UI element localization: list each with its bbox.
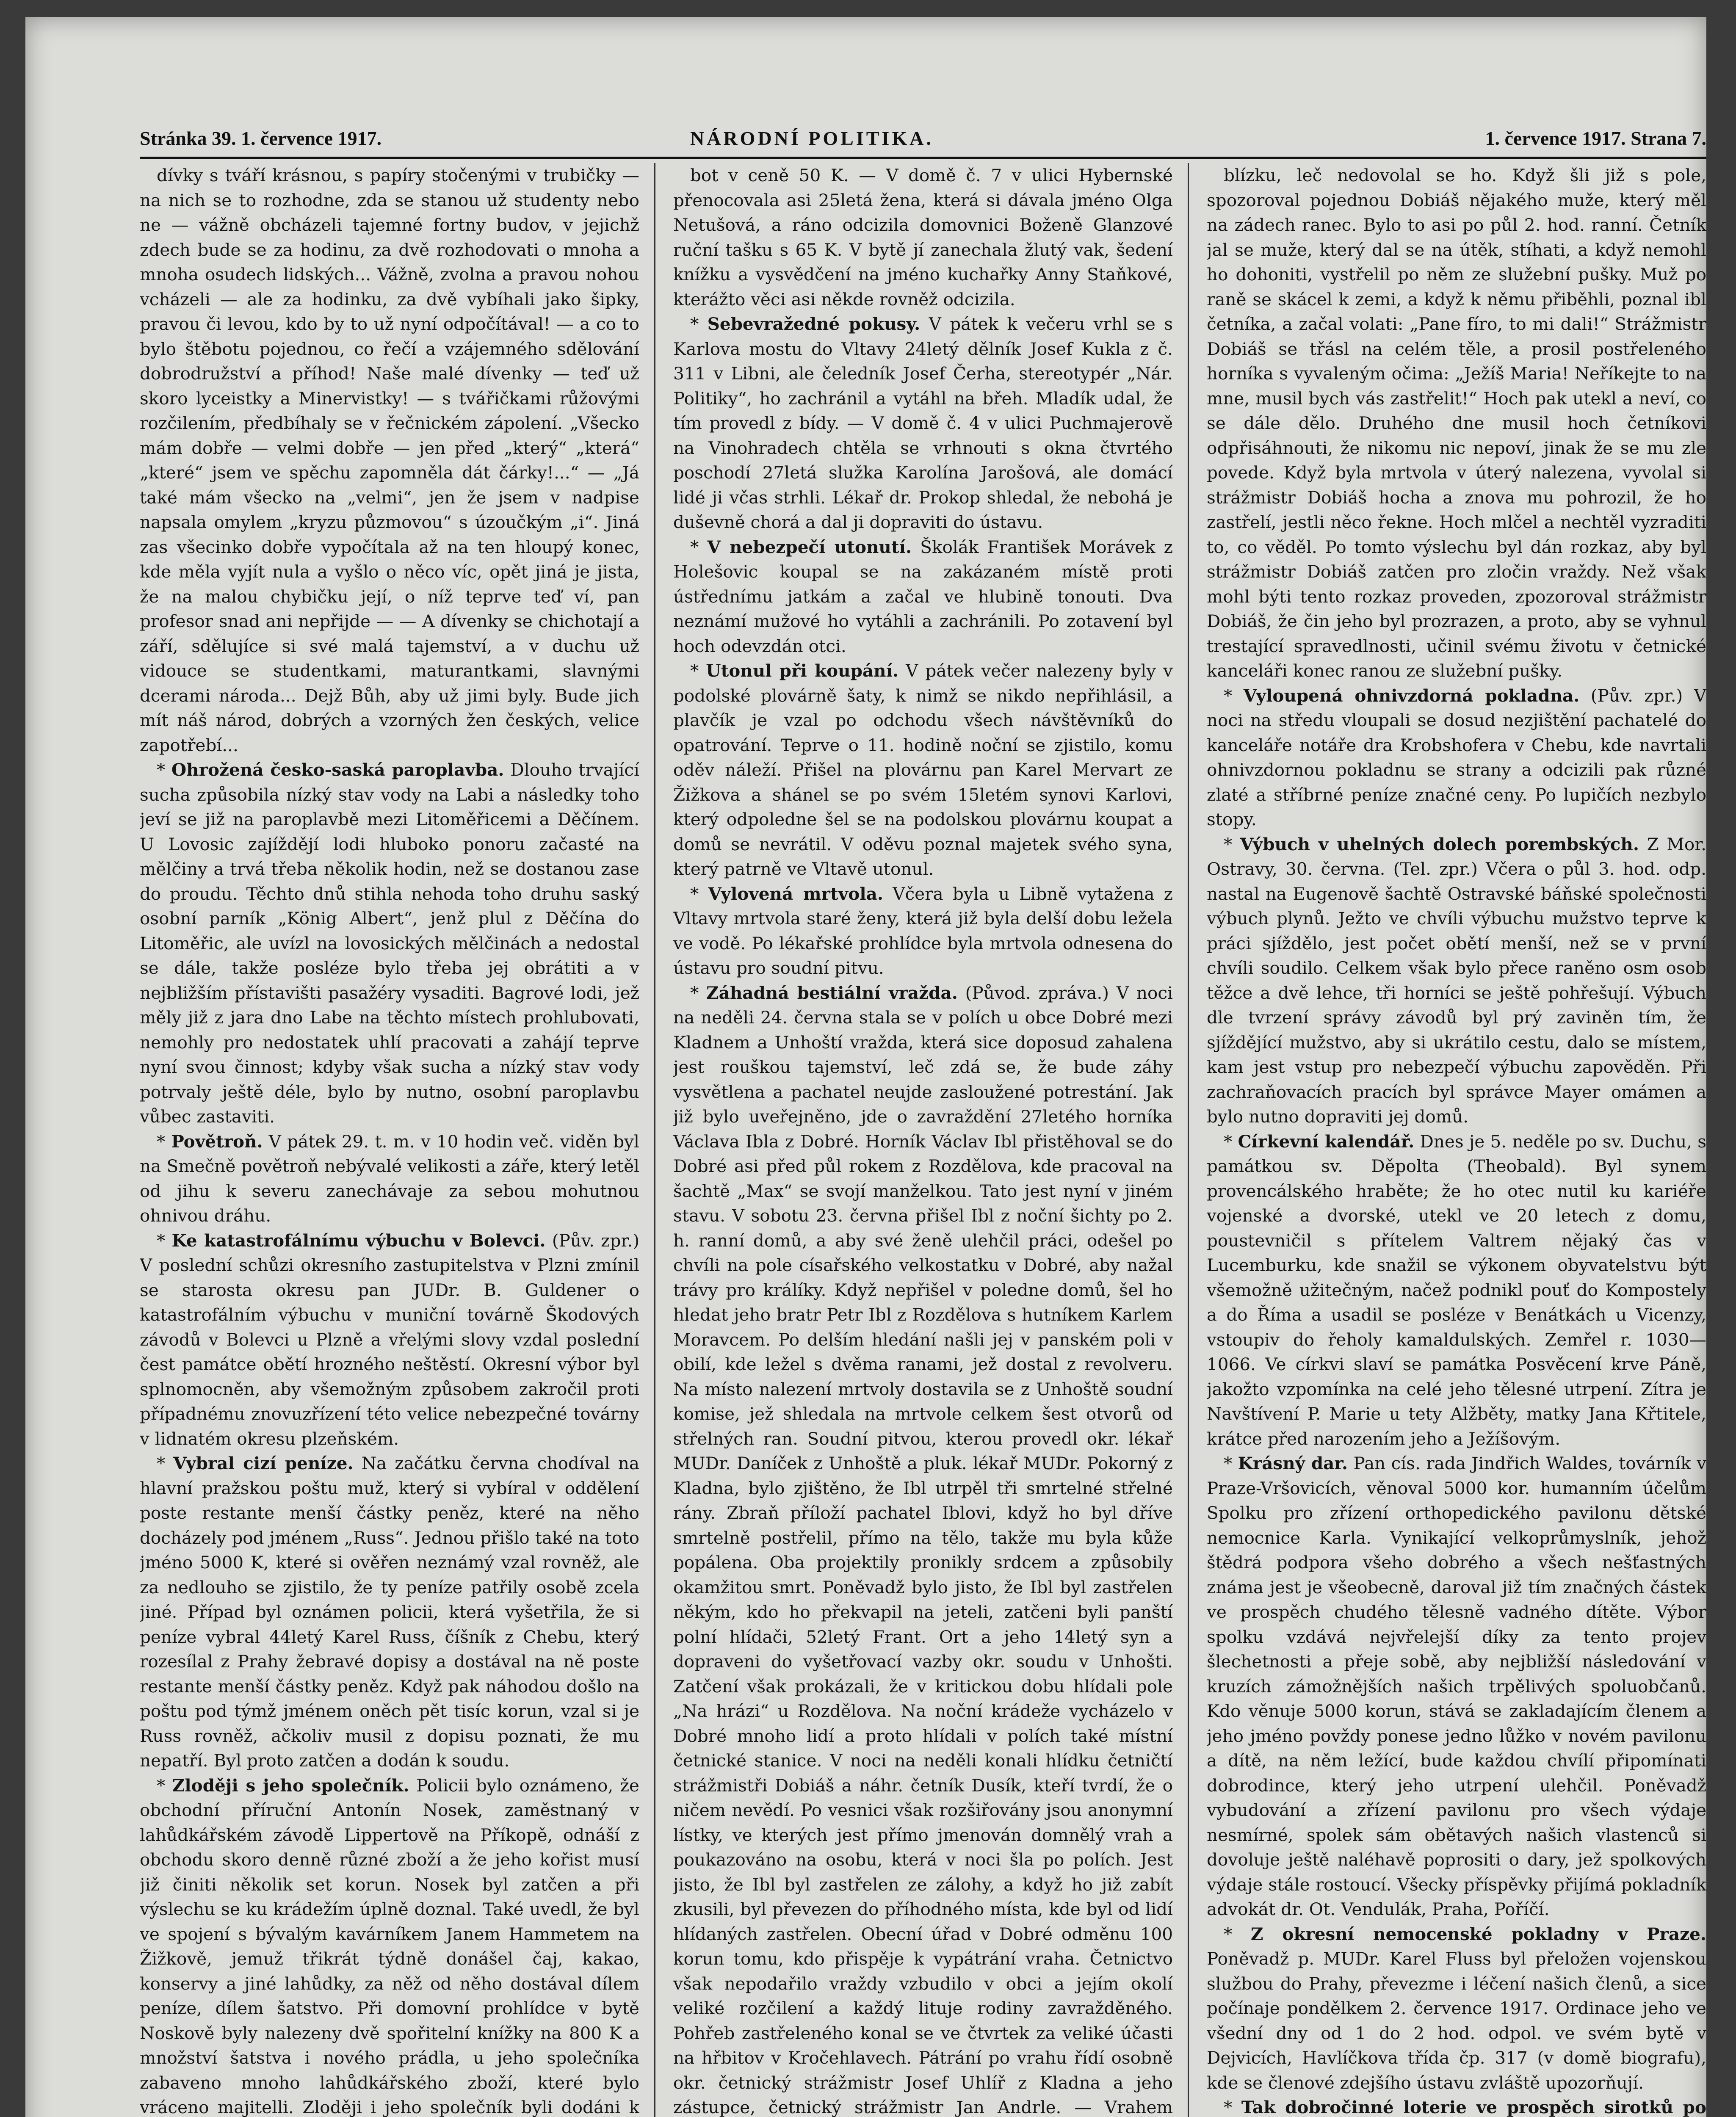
article-body: Dnes je 5. neděle po sv. Duchu, s památkou sv. Děpolta (Theobald). Byl synem provencálského hraběte; že ho otec nutil ku kariéře vojenské a dvorské, utekl ve 20 letech z domu, poustevničil s přítelem Valtrem nějaký čas v Lucemburku, kde snažil se výkonem obyvatelstvu být všemožně užitečným, načež podnikl pouť do Kompostely a do Říma a usadil se posléze v Benátkách u Vicenzy, vstoupiv do řeholy kamaldulských. Zemřel r. 1030—1066. Ve církvi slaví se památka Posvěcení krve Páně, jakožto vzpomínka na celé jeho tělesné utrpení. Zítra je Navštívení P. Marie u tety Alžběty, matky Jana Křtitele, krátce před narozením jeho a Ježíšovým. <box>1207 1131 1706 1449</box>
header-right: 1. července 1917. Strana 7. <box>1485 127 1706 149</box>
article-heading: Zloději s jeho společník. <box>172 1775 409 1796</box>
article-body: (Pův. zpr.) V poslední schůzi okresního zastupitelstva v Plzni zmínil se starosta okresu pan JUDr. B. Guldener o katastrofálním výbuchu v muniční továrně Škodových závodů v Bolevci u Plzně a vřelými slovy vzdal poslední čest památce obětí hrozného neštěstí. Okresní výbor byl splnomocněn, aby všemožným způsobem zakročil proti případnému znovuzřízení této velice nebezpečné továrny v lidnatém okresu plzeňském. <box>140 1230 639 1449</box>
column-3 <box>1207 163 1706 2117</box>
article-paragraph: blízku, leč nedovolal se ho. Když šli již s pole, spozoroval pojednou Dobiáš nějakého muže, který měl na zádech ranec. Bylo to asi po půl 2. hod. ranní. Četník jal se muže, který dal se na útěk, stíhati, a když nemohl ho dohoniti, vystřelil po něm ze služební pušky. Muž po raně se skácel k zemi, a když k němu přiběhli, poznal ibl četníka, a začal volati: „Pane fíro, to mi dali!“ Strážmistr Dobiáš se třásl na celém těle, a prosil postřeleného horníka s vyvaleným očima: „Ježíš Maria! Neříkejte to na mne, musil bych vás zastřelit!“ Hoch pak utekl a neví, co se dále dělo. Druhého dne musil hoch četníkovi odpřisáhnouti, že nikomu nic nepoví, jinak že se mu zle povede. Když byla mrtvola v úterý nalezena, vyvolal si strážmistr Dobiáš hocha a znova mu pohrozil, že ho zastřelí, jestli něco řekne. Hoch mlčel a nechtěl vyzraditi to, co věděl. Po tomto výslechu byl dán rozkaz, aby byl strážmistr Dobiáš zatčen pro zločin vraždy. Než však mohl býti tento rozkaz proveden, zpozoroval strážmistr Dobiáš, že čin jeho byl prozrazen, a proto, aby se vyhnul trestající spravedlnosti, učinil svému životu v četnické kanceláři konec ranou ze služební pušky. <box>1207 165 1706 681</box>
article-body: (Původ. zpráva.) V noci na neděli 24. června stala se v polích u obce Dobré mezi Kladnem a Unhoští vražda, která sice doposud zahalena jest rouškou tajemství, leč zdá se, že bude záhy vysvětlena a pachatel neujde zasloužené potrestání. Jak již bylo uveřejněno, jde o zavraždění 27letého horníka Václava Ibla z Dobré. Horník Václav Ibl přistěhoval se do Dobré asi před půl rokem z Rozdělova, kde pracoval na šachtě „Max“ se svojí manželkou. Tato jest nyní v jiném stavu. V sobotu 23. června přišel Ibl z noční šichty po 2. h. ranní domů, a aby své ženě ulehčil práci, odešel po chvíli na pole císařského velkostatku v Dobré, aby nažal trávy pro králíky. Když nepřišel v poledne domů, šel ho hledat jeho bratr Petr Ibl z Rozdělova s hutníkem Karlem Moravcem. Po delším hledání našli jej v panském poli v obilí, kde ležel s dvěma ranami, jež dostal z revolveru. Na místo nalezení mrtvoly dostavila se z Unhoště soudní komise, jež shledala na mrtvole celkem šest otvorů od střelných ran. Soudní pitvou, kterou provedl okr. lékař MUDr. Daníček z Unhoště a pluk. lékař MUDr. Pokorný z Kladna, bylo zjištěno, že Ibl utrpěl tři smrtelné střelné rány. Zbraň příloží pachatel Iblovi, když ho byl dříve smrtelně postřelil, přímo na tělo, takže mu byla kůže popálena. Oba projektily pronikly srdcem a způsobily okamžitou smrt. Poněvadž bylo jisto, že Ibl byl zastřelen někým, kdo ho překvapil na jeteli, zatčeni byli panští polní hlídači, 52letý Frant. Ort a jeho 14letý syn a dopraveni do vyšetřovací vazby okr. soudu v Unhošti. Zatčení však prokázali, že v kritickou dobu hlídali pole „Na hrázi“ u Rozdělova. Na noční krádeže vycházelo v Dobré mnoho lidí a proto hlídali v polích také místní četnické stanice. V noci na neděli konali hlídku četničtí strážmistři Dobiáš a náhr. četník Dusík, kteří tvrdí, že o ničem nevědí. Po vesnici však rozšiřovány jsou anonymní lístky, ve kterých jest přímo jmenován domnělý vrah a poukazováno na osobu, která v noci šla po polích. Jest jisto, že Ibl byl zastřelen ze zálohy, a když ho již zabít zkusili, byl převezen do příhodného místa, kde byl od lidí hlídaných zastřelen. Obecní úřad v Dobré odměnu 100 korun tomu, kdo přispěje k vypátrání vraha. Četnictvo však nepodařilo vraždy vzbudilo v obci a jejím okolí veliké rozčilení a každý lituje rodiny zavražděného. Pohřeb zastřeleného konal se ve čtvrtek za veliké účasti na hřbitov v Kročehlavech. Pátrání po vrahu řídí osobně okr. četnický strážmistr Josef Uhlíř z Kladna a jeho zástupce, četnický strážmistr Jan Andrle. — Vrahem <box>673 982 1173 2117</box>
article-heading: Krásný dar. <box>1238 1453 1348 1473</box>
article: * Zloději s jeho společník. Policii bylo oznámeno, že obchodní příruční Antonín Nosek, zaměstnaný v lahůdkářském závodě Lippertově na Příkopě, odnáší z obchodu skoro denně různé zboží a že jeho kořist musí již činiti několik set korun. Nosek byl zatčen a při výslechu se ku krádežím úplně doznal. Také uvedl, že byl ve spojení s bývalým kavárníkem Janem Hammetem na Žižkově, jemuž třikrát týdně donášel čaj, kakao, konservy a jiné lahůdky, za něž od něho dostával dílem peníze, dílem šatstvo. Při domovní prohlídce v bytě Noskově byly nalezeny dvě spořitelní knížky na 800 K a množství šatstva i nového prádla, u jeho společníka zabaveno mnoho lahůdkářského zboží, které bylo vráceno majitelli. Zloději i jeho společník byli dodáni k <box>140 1773 639 2117</box>
column-divider <box>654 163 655 2117</box>
article-body: Z Mor. Ostravy, 30. června. (Tel. zpr.) Včera o půl 3. hod. odp. nastal na Eugenově šachtě Ostravské báňské společnosti výbuch plynů. Ježto ve chvíli výbuchu mužstvo teprve k práci sjíždělo, jest počet obětí menší, než se v první chvíli soudilo. Celkem však bylo přece raněno osm osob těžce a dvě lehce, tři horníci se ještě pohřešují. Výbuch dle tvrzení správy závodů byl prý zaviněn tím, že sjíždějící mužstvo, aby si ukrátilo cestu, dalo se místem, kam jest vstup pro nebezpečí výbuchu zapověděn. Při zachraňovacích pracích byl správce Mayer omámen a bylo nutno dopraviti jej domů. <box>1207 834 1706 1127</box>
header-rule <box>140 157 1706 159</box>
article-heading: V nebezpečí utonutí. <box>707 536 912 557</box>
article-paragraph: bot v ceně 50 K. — V domě č. 7 v ulici Hybernské přenocovala asi 25letá žena, která si dávala jméno Olga Netušová, a ráno odcizila domovnici Boženě Glanzové ruční tašku s 65 K. V bytě jí zanechala žlutý vak, šedení knížku a vysvědčení na jméno kuchařky Anny Staňkové, kterážto věci asi někde rovněž odcizila. <box>673 165 1173 310</box>
article-heading: Z okresní nemocenské pokladny v Praze. <box>1250 1924 1706 1944</box>
article-body: Na začátku června chodíval na hlavní pražskou poštu muž, který si vybíral v oddělení poste restante menší částky peněz, které na něho docházely pod jménem „Russ“. Jednou přišlo také na toto jméno 5000 K, které si ověřen neznámý vzal rovněž, ale za nedlouho se zjistilo, že ty peníze patřily osobě zcela jiné. Případ byl oznámen policii, která vyšetřila, že si peníze vybral 44letý Karel Russ, číšník z Chebu, který rozesílal z Prahy žebravé dopisy a dostával na ně poste restante menší částky peněz. Když pak náhodou došlo na poštu pod týmž jménem oněch pět tisíc korun, vzal si je Russ rovněž, ačkoliv musil z dopisu poznati, že mu nepatří. Byl proto zatčen a dodán k soudu. <box>140 1453 639 1771</box>
article-body: (Pův. zpr.) V noci na středu vloupali se dosud nezjištění pachatelé do kanceláře notáře dra Krobshofera v Chebu, kde navrtali ohnivzdornou pokladnu se strany a odcizili pak různé zlaté a stříbrné peníze značné ceny. Po lupičích nezbylo stopy. <box>1207 685 1706 829</box>
column-divider <box>1188 163 1189 2117</box>
page-header <box>140 127 1706 157</box>
article-heading: Záhadná bestiální vražda. <box>706 982 958 1003</box>
article-body: Poněvadž p. MUDr. Karel Fluss byl přeložen vojenskou službou do Prahy, převezme i léčení našich členů, a sice počínaje pondělkem 2. července 1917. Ordinace jeho ve všední dny od 1 do 2 hod. odpol. ve svém bytě v Dejvicích, Havlíčkova třída čp. 317 (v domě biografu), kde se členové zdejšího ústavu zvláště upozorňují. <box>1207 1948 1706 2093</box>
article-body: Včera byla u Libně vytažena z Vltavy mrtvola staré ženy, která již byla delší dobu ležela ve vodě. Po lékařské prohlídce byla mrtvola odnesena do ústavu pro soudní pitvu. <box>673 883 1173 978</box>
article: * Církevní kalendář. Dnes je 5. neděle po sv. Duchu, s památkou sv. Děpolta (Theobald). Byl synem provencálského hraběte; že ho otec nutil ku kariéře vojenské a dvorské, utekl ve 20 letech z domu, poustevničil s přítelem Valtrem nějaký čas v Lucemburku, kde snažil se výkonem obyvatelstvu být všemožně užitečným, načež podnikl pouť do Kompostely a do Říma a usadil se posléze v Benátkách u Vicenzy, vstoupiv do řeholy kamaldulských. Zemřel r. 1030—1066. Ve církvi slaví se památka Posvěcení krve Páně, jakožto vzpomínka na celé jeho tělesné utrpení. Zítra je Navštívení P. Marie u tety Alžběty, matky Jana Křtitele, krátce před narozením jeho a Ježíšovým. <box>1207 1131 1706 1449</box>
article: * Výbuch v uhelných dolech porembských. Z Mor. Ostravy, 30. června. (Tel. zpr.) Včera o půl 3. hod. odp. nastal na Eugenově šachtě Ostravské báňské společnosti výbuch plynů. Ježto ve chvíli výbuchu mužstvo teprve k práci sjíždělo, jest počet obětí menší, než se v první chvíli soudilo. Celkem však bylo přece raněno osm osob těžce a dvě lehce, tři horníci se ještě pohřešují. Výbuch dle tvrzení správy závodů byl prý zaviněn tím, že sjíždějící mužstvo, aby si ukrátilo cestu, dalo se místem, kam jest vstup pro nebezpečí výbuchu zapověděn. Při zachraňovacích pracích byl správce Mayer omámen a bylo nutno dopraviti jej domů. <box>1207 834 1706 1127</box>
article-paragraph: dívky s tváří krásnou, s papíry stočenými v trubičky — na nich se to rozhodne, zda se stanou už studenty nebo ne — vážně obcházeli tajemné fortny budov, v jejichž zdech bude se za hodinu, za dvě rozhodovati o mnoha a mnoha osudech lidských... Vážně, zvolna a pravou nohou vcházeli — ale za hodinku, za dvě vybíhali jako šipky, pravou či levou, kdo by to už nyní odpočítával! — a co to bylo štěbotu pojednou, co řečí a vzájemného sdělování dobrodružství a příhod! Naše malé dívenky — teď už skoro lyceistky a Minervistky! — s tvářičkami růžovými rozčilením, předbíhaly se v řečnickém zápolení. „Všecko mám dobře — velmi dobře — jen před „který“ „která“ „které“ jsem ve spěchu zapomněla dát čárky!...“ — „Já také mám všecko na „velmi“, jen že jsem v nadpise napsala omylem „kryzu půzmovou“ s úzoučkým „i“. Jiná zas všecinko dobře vypočítala až na ten hloupý konec, kde měla vyjít nula a vyšlo o něco víc, opět jiná je jista, že na malou chybičku její, o níž teprve teď ví, pan profesor snad ani nepřijde — — A dívenky se chichotají a září, sdělujíce si své malá tajemství, a v duchu už vidouce se studentkami, maturantkami, slavnými dcerami národa... Dejž Bůh, aby už jimi byly. Bude jich mít náš národ, dobrých a vzorných žen českých, velice zapotřebí... <box>140 165 639 755</box>
article-body: V pátek k večeru vrhl se s Karlova mostu do Vltavy 24letý dělník Josef Kukla z č. 311 v Libni, ale čeledník Josef Čerha, stereotypér „Nár. Politiky“, ho zachránil a vytáhl na břeh. Mladík udal, že tím provedl z bídy. — V domě č. 4 v ulici Puchmajerově na Vinohradech chtěla se vrhnouti s okna čtvrtého poschodí 27letá služka Karolína Jarošová, ale domácí lidé ji včas strhli. Lékař dr. Prokop shledal, že nebohá je duševně chorá a dal ji dopraviti do ústavu. <box>673 314 1173 532</box>
article: * Záhadná bestiální vražda. (Původ. zpráva.) V noci na neděli 24. června stala se v polích u obce Dobré mezi Kladnem a Unhoští vražda, která sice doposud zahalena jest rouškou tajemství, leč zdá se, že bude záhy vysvětlena a pachatel neujde zasloužené potrestání. Jak již bylo uveřejněno, jde o zavraždění 27letého horníka Václava Ibla z Dobré. Horník Václav Ibl přistěhoval se do Dobré asi před půl rokem z Rozdělova, kde pracoval na šachtě „Max“ se svojí manželkou. Tato jest nyní v jiném stavu. V sobotu 23. června přišel Ibl z noční šichty po 2. h. ranní domů, a aby své ženě ulehčil práci, odešel po chvíli na pole císařského velkostatku v Dobré, aby nažal trávy pro králíky. Když nepřišel v poledne domů, šel ho hledat jeho bratr Petr Ibl z Rozdělova s hutníkem Karlem Moravcem. Po delším hledání našli jej v panském poli v obilí, kde ležel s dvěma ranami, jež dostal z revolveru. Na místo nalezení mrtvoly dostavila se z Unhoště soudní komise, jež shledala na mrtvole celkem šest otvorů od střelných ran. Soudní pitvou, kterou provedl okr. lékař MUDr. Daníček z Unhoště a pluk. lékař MUDr. Pokorný z Kladna, bylo zjištěno, že Ibl utrpěl tři smrtelné střelné rány. Zbraň příloží pachatel Iblovi, když ho byl dříve smrtelně postřelil, přímo na tělo, takže mu byla kůže popálena. Oba projektily pronikly srdcem a způsobily okamžitou smrt. Poněvadž bylo jisto, že Ibl byl zastřelen někým, kdo ho překvapil na jeteli, zatčeni byli panští polní hlídači, 52letý Frant. Ort a jeho 14letý syn a dopraveni do vyšetřovací vazby okr. soudu v Unhošti. Zatčení však prokázali, že v kritickou dobu hlídali pole „Na hrázi“ u Rozdělova. Na noční krádeže vycházelo v Dobré mnoho lidí a proto hlídali v polích také místní četnické stanice. V noci na neděli konali hlídku četničtí strážmistři Dobiáš a náhr. četník Dusík, kteří tvrdí, že o ničem nevědí. Po vesnici však rozšiřovány jsou anonymní lístky, ve kterých jest přímo jmenován domnělý vrah a poukazováno na osobu, která v noci šla po polích. Jest jisto, že Ibl byl zastřelen ze zálohy, a když ho již zabít zkusili, byl převezen do příhodného místa, kde byl od lidí hlídaných zastřelen. Obecní úřad v Dobré odměnu 100 korun tomu, kdo přispěje k vypátrání vraha. Četnictvo však nepodařilo vraždy vzbudilo v obci a jejím okolí veliké rozčilení a každý lituje rodiny zavražděného. Pohřeb zastřeleného konal se ve čtvrtek za veliké účasti na hřbitov v Kročehlavech. Pátrání po vrahu řídí osobně okr. četnický strážmistr Josef Uhlíř z Kladna a jeho zástupce, četnický strážmistr Jan Andrle. — Vrahem <box>673 981 1173 2117</box>
article: * Vyloupená ohnivzdorná pokladna. (Pův. zpr.) V noci na středu vloupali se dosud nezjištění pachatelé do kanceláře notáře dra Krobshofera v Chebu, kde navrtali ohnivzdornou pokladnu se strany a odcizili pak různé zlaté a stříbrné peníze značné ceny. Po lupičích nezbylo stopy. <box>1207 685 1706 829</box>
article-heading: Vybral cizí peníze. <box>173 1453 354 1473</box>
article-heading: Ke katastrofálnímu výbuchu v Bolevci. <box>171 1230 546 1251</box>
article-heading: Tak dobročinné loterie ve prospěch sirotků po <box>1241 2097 1706 2117</box>
article-body: V pátek večer nalezeny byly v podolské plovárně šaty, k nimž se nikdo nepřihlásil, a plavčík je vzal po odchodu všech návštěvníků do opatrování. Teprve o 11. hodině noční se zjistilo, komu oděv náleží. Přišel na plovárnu pan Karel Mervart ze Žižkova a shánel se po svém 15letém synovi Karlovi, který odpoledne šel se na podolskou plovárnu koupat a domů se nevrátil. V oděvu poznal majetek svého syna, který patrně ve Vltavě utonul. <box>673 661 1173 879</box>
article: * Krásný dar. Pan cís. rada Jindřich Waldes, továrník v Praze-Vršovicích, věnoval 5000 kor. humanním účelům Spolku pro zřízení orthopedického pavilonu dětské nemocnice Karla. Vynikající velkoprůmyslník, jehož štědrá podpora všeho dobrého a všech nešťastných známa jest je všeobecně, daroval již tím značných částek ve prospěch chudého tělesně vadného dítěte. Výbor spolku vzdává nejvřelejší díky za tento projev šlechetnosti a přeje sobě, aby nejbližší následování v kruzích zámožnějších našich trpělivých spoluobčanů. Kdo věnuje 5000 korun, stává se zakladajícím členem a jeho jméno povždy ponese jedno lůžko v novém pavilonu a dítě, na něm ležící, bude každou chvílí připomínati dobrodince, který jeho utrpení ulehčil. Poněvadž vybudování a zřízení pavilonu pro všech výdaje nesmírné, spolek sám obětavých našich vlastenců si dovoluje ještě naléhavě poprositi o dary, jež spolkových výdaje stále rostoucí. Všecky příspěvky přijímá pokladník advokát dr. Ot. Vendulák, Praha, Poříčí. <box>1207 1453 1706 1919</box>
article: * Ohrožená česko-saská paroplavba. Dlouho trvající sucha způsobila nízký stav vody na Labi a následky toho jeví se již na paroplavbě mezi Litoměřicemi a Děčínem. U Lovosic zajíždějí lodi hluboko ponoru začasté na mělčiny a trvá třeba několik hodin, než se dostanou zase do proudu. Těchto dnů stihla nehoda toho druhu saský osobní parník „König Albert“, jenž plul z Děčína do Litoměřic, ale uvízl na lovosických mělčinách a nedostal se dále, takže posléze bylo třeba jej obrátiti a v nejbližším přístavišti pasažéry vysaditi. Bagrové lodi, jež měly již z jara dno Labe na těchto místech prohlubovati, nemohly pro nedostatek uhlí pracovati a zahájí teprve nyní svou činnost; kdyby však sucha a nízký stav vody potrvaly ještě déle, bylo by nutno, osobní paroplavbu vůbec zastaviti. <box>140 760 639 1127</box>
article-heading: Vylovená mrtvola. <box>708 883 883 904</box>
article-heading: Povětroň. <box>171 1131 263 1152</box>
article-heading: Církevní kalendář. <box>1238 1131 1415 1152</box>
header-left: Stránka 39. 1. července 1917. <box>140 127 382 149</box>
article: * Vylovená mrtvola. Včera byla u Libně vytažena z Vltavy mrtvola staré ženy, která již byla delší dobu ležela ve vodě. Po lékařské prohlídce byla mrtvola odnesena do ústavu pro soudní pitvu. <box>673 883 1173 978</box>
article: * Z okresní nemocenské pokladny v Praze. Poněvadž p. MUDr. Karel Fluss byl přeložen vojenskou službou do Prahy, převezme i léčení našich členů, a sice počínaje pondělkem 2. července 1917. Ordinace jeho ve všední dny od 1 do 2 hod. odpol. ve svém bytě v Dejvicích, Havlíčkova třída čp. 317 (v domě biografu), kde se členové zdejšího ústavu zvláště upozorňují. <box>1207 1924 1706 2093</box>
article-heading: Ohrožená česko-saská paroplavba. <box>171 760 504 780</box>
newspaper-title: NÁRODNÍ POLITIKA. <box>690 127 934 149</box>
article: * V nebezpečí utonutí. Školák František Morávek z Holešovic koupal se na zakázaném místě proti ústřednímu jatkám a začal ve hlubině tonouti. Dva neznámí mužové ho vytáhli a zachránili. Po zotavení byl hoch odevzdán otci. <box>673 536 1173 656</box>
article-body: Pan cís. rada Jindřich Waldes, továrník v Praze-Vršovicích, věnoval 5000 kor. humanním účelům Spolku pro zřízení orthopedického pavilonu dětské nemocnice Karla. Vynikající velkoprůmyslník, jehož štědrá podpora všeho dobrého a všech nešťastných známa jest je všeobecně, daroval již tím značných částek ve prospěch chudého tělesně vadného dítěte. Výbor spolku vzdává nejvřelejší díky za tento projev šlechetnosti a přeje sobě, aby nejbližší následování v kruzích zámožnějších našich trpělivých spoluobčanů. Kdo věnuje 5000 korun, stává se zakladajícím členem a jeho jméno povždy ponese jedno lůžko v novém pavilonu a dítě, na něm ležící, bude každou chvílí připomínati dobrodince, který jeho utrpení ulehčil. Poněvadž vybudování a zřízení pavilonu pro všech výdaje nesmírné, spolek sám obětavých našich vlastenců si dovoluje ještě naléhavě poprositi o dary, jež spolkových výdaje stále rostoucí. Všecky příspěvky přijímá pokladník advokát dr. Ot. Vendulák, Praha, Poříčí. <box>1207 1453 1706 1919</box>
article: * Vybral cizí peníze. Na začátku června chodíval na hlavní pražskou poštu muž, který si vybíral v oddělení poste restante menší částky peněz, které na něho docházely pod jménem „Russ“. Jednou přišlo také na toto jméno 5000 K, které si ověřen neznámý vzal rovněž, ale za nedlouho se zjistilo, že ty peníze patřily osobě zcela jiné. Případ byl oznámen policii, která vyšetřila, že si peníze vybral 44letý Karel Russ, číšník z Chebu, který rozesílal z Prahy žebravé dopisy a dostával na ně poste restante menší částky peněz. Když pak náhodou došlo na poštu pod týmž jménem oněch pět tisíc korun, vzal si je Russ rovněž, ačkoliv musil z dopisu poznati, že mu nepatří. Byl proto zatčen a dodán k soudu. <box>140 1453 639 1771</box>
article: * Utonul při koupání. V pátek večer nalezeny byly v podolské plovárně šaty, k nimž se nikdo nepřihlásil, a plavčík je vzal po odchodu všech návštěvníků do opatrování. Teprve o 11. hodině noční se zjistilo, komu oděv náleží. Přišel na plovárnu pan Karel Mervart ze Žižkova a shánel se po svém 15letém synovi Karlovi, který odpoledne šel se na podolskou plovárnu koupat a domů se nevrátil. V oděvu poznal majetek svého syna, který patrně ve Vltavě utonul. <box>673 661 1173 879</box>
article-heading: Utonul při koupání. <box>706 661 899 681</box>
article-heading: Vyloupená ohnivzdorná pokladna. <box>1243 685 1580 706</box>
article: * Povětroň. V pátek 29. t. m. v 10 hodin več. viděn byl na Smečně povětroň nebývalé velikosti a záře, který letěl od jihu k severu zanechávaje za sebou mohutnou ohnivou dráhu. <box>140 1131 639 1226</box>
article-body: Školák František Morávek z Holešovic koupal se na zakázaném místě proti ústřednímu jatkám a začal ve hlubině tonouti. Dva neznámí mužové ho vytáhli a zachránili. Po zotavení byl hoch odevzdán otci. <box>673 536 1173 656</box>
article-body: Dlouho trvající sucha způsobila nízký stav vody na Labi a následky toho jeví se již na paroplavbě mezi Litoměřicemi a Děčínem. U Lovosic zajíždějí lodi hluboko ponoru začasté na mělčiny a trvá třeba několik hodin, než se dostanou zase do proudu. Těchto dnů stihla nehoda toho druhu saský osobní parník „König Albert“, jenž plul z Děčína do Litoměřic, ale uvízl na lovosických mělčinách a nedostal se dále, takže posléze bylo třeba jej obrátiti a v nejbližším přístavišti pasažéry vysaditi. Bagrové lodi, jež měly již z jara dno Labe na těchto místech prohlubovati, nemohly pro nedostatek uhlí pracovati a zahájí teprve nyní svou činnost; kdyby však sucha a nízký stav vody potrvaly ještě déle, bylo by nutno, osobní paroplavbu vůbec zastaviti. <box>140 760 639 1127</box>
column-2 <box>673 163 1173 2117</box>
article: * Ke katastrofálnímu výbuchu v Bolevci. (Pův. zpr.) V poslední schůzi okresního zastupitelstva v Plzni zmínil se starosta okresu pan JUDr. B. Guldener o katastrofálním výbuchu v muniční továrně Škodových závodů v Bolevci u Plzně a vřelými slovy vzdal poslední čest památce obětí hrozného neštěstí. Okresní výbor byl splnomocněn, aby všemožným způsobem zakročil proti případnému znovuzřízení této velice nebezpečné továrny v lidnatém okresu plzeňském. <box>140 1230 639 1449</box>
article-heading: Výbuch v uhelných dolech porembských. <box>1240 834 1639 854</box>
article: * Tak dobročinné loterie ve prospěch sirotků po <box>1207 2095 1706 2117</box>
article: * Sebevražedné pokusy. V pátek k večeru vrhl se s Karlova mostu do Vltavy 24letý dělník Josef Kukla z č. 311 v Libni, ale čeledník Josef Čerha, stereotypér „Nár. Politiky“, ho zachránil a vytáhl na břeh. Mladík udal, že tím provedl z bídy. — V domě č. 4 v ulici Puchmajerově na Vinohradech chtěla se vrhnouti s okna čtvrtého poschodí 27letá služka Karolína Jarošová, ale domácí lidé ji včas strhli. Lékař dr. Prokop shledal, že nebohá je duševně chorá a dal ji dopraviti do ústavu. <box>673 314 1173 532</box>
article-heading: Sebevražedné pokusy. <box>707 314 921 334</box>
article-body: V pátek 29. t. m. v 10 hodin več. viděn byl na Smečně povětroň nebývalé velikosti a záře, který letěl od jihu k severu zanechávaje za sebou mohutnou ohnivou dráhu. <box>140 1131 639 1226</box>
column-1 <box>140 163 639 2117</box>
article-body: Policii bylo oznámeno, že obchodní příruční Antonín Nosek, zaměstnaný v lahůdkářském závodě Lippertově na Příkopě, odnáší z obchodu skoro denně různé zboží a že jeho kořist musí již činiti několik set korun. Nosek byl zatčen a při výslechu se ku krádežím úplně doznal. Také uvedl, že byl ve spojení s bývalým kavárníkem Janem Hammetem na Žižkově, jemuž třikrát týdně donášel čaj, kakao, konservy a jiné lahůdky, za něž od něho dostával dílem peníze, dílem šatstvo. Při domovní prohlídce v bytě Noskově byly nalezeny dvě spořitelní knížky na 800 K a množství šatstva i nového prádla, u jeho společníka zabaveno mnoho lahůdkářského zboží, které bylo vráceno majitelli. Zloději i jeho společník byli dodáni k <box>140 1775 639 2117</box>
